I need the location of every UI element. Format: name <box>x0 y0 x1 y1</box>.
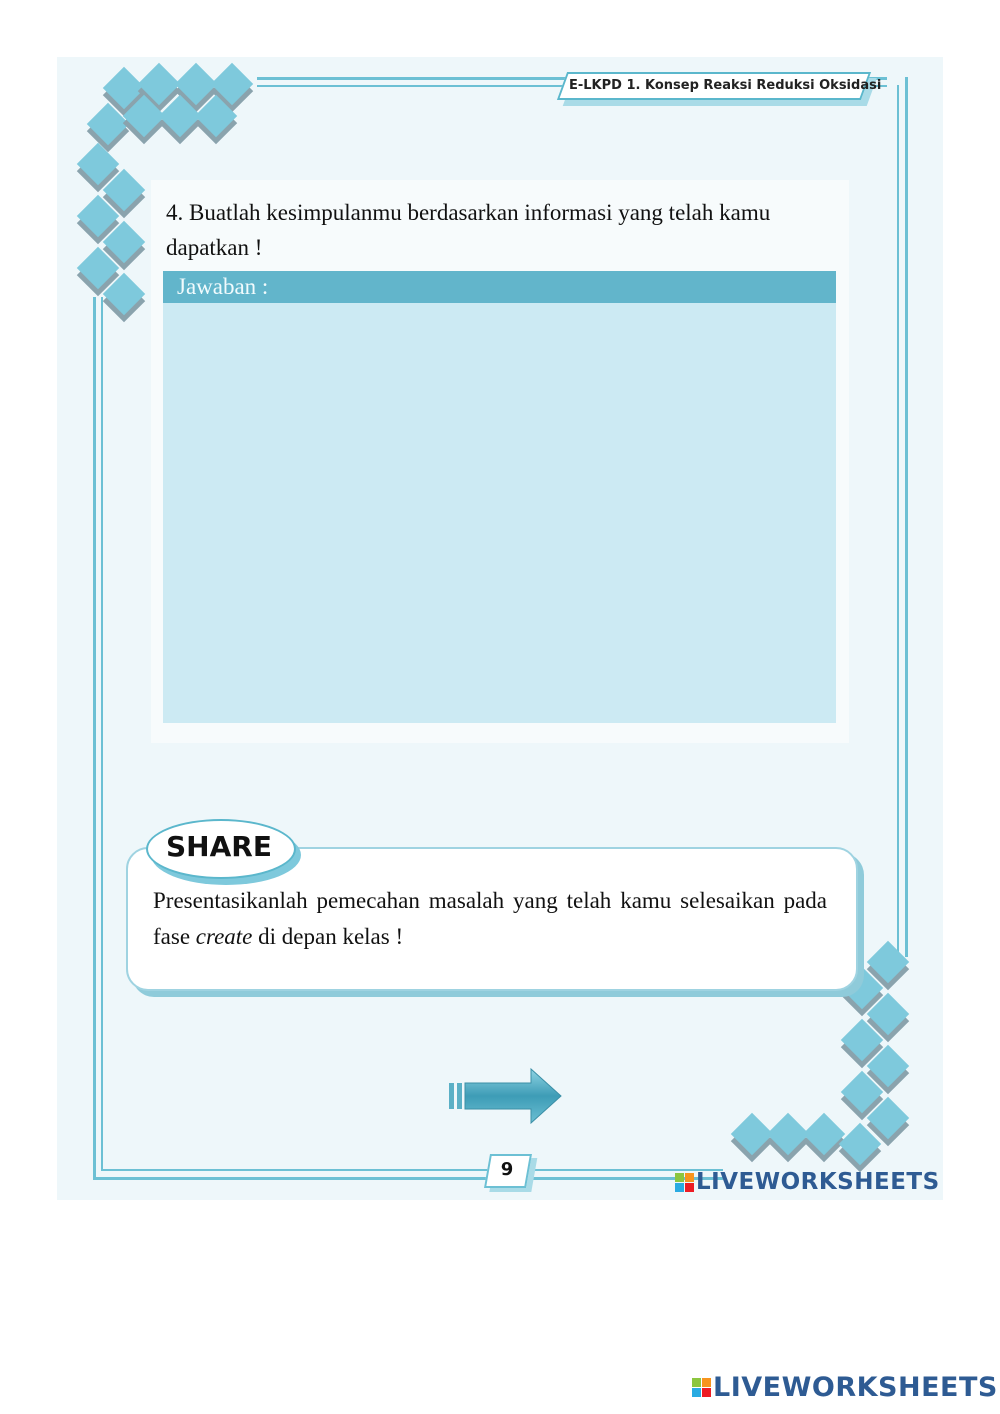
right-arrow-icon <box>447 1065 563 1125</box>
share-instruction <box>153 883 827 955</box>
logo-text: LIVEWORKSHEETS <box>713 1372 998 1403</box>
share-instruction-start: Presentasikanlah pemecahan masalah yang telah kamu selesaikan pada fase <box>153 888 827 949</box>
frame-bottom-line-inner <box>101 1169 723 1171</box>
diamond-ornament <box>867 1097 909 1139</box>
diamond-ornament <box>103 273 145 315</box>
frame-bottom-line-outer <box>93 1177 723 1180</box>
worksheet-page <box>57 57 943 1200</box>
frame-right-line-outer <box>905 77 908 957</box>
answer-label: Jawaban : <box>163 271 836 303</box>
liveworksheets-footer-logo[interactable] <box>692 1372 998 1403</box>
frame-left-line-outer <box>93 297 96 1177</box>
diamond-ornament <box>867 1045 909 1087</box>
liveworksheets-logo <box>675 1169 940 1195</box>
question-text: 4. Buatlah kesimpulanmu berdasarkan informasi yang telah kamu dapatkan ! <box>166 200 771 260</box>
worksheet-title: E-LKPD 1. Konsep Reaksi Reduksi Oksidasi <box>569 78 882 93</box>
logo-squares-icon <box>692 1378 711 1397</box>
diamond-ornament <box>867 993 909 1035</box>
diamond-ornament <box>839 1123 881 1165</box>
logo-text: LIVEWORKSHEETS <box>696 1169 940 1195</box>
logo-squares-icon <box>675 1173 694 1192</box>
diamond-ornament <box>867 941 909 983</box>
share-instruction-emphasis: create <box>195 924 253 949</box>
share-title: SHARE <box>166 830 272 863</box>
share-instruction-end: di depan kelas ! <box>252 924 404 949</box>
diamond-ornament <box>87 103 129 145</box>
question-card <box>151 180 849 743</box>
diamond-ornament <box>103 169 145 211</box>
page-number: 9 <box>500 1159 514 1180</box>
frame-right-line-inner <box>897 85 899 957</box>
diamond-ornament <box>803 1113 845 1155</box>
answer-input[interactable] <box>163 303 836 723</box>
diamond-ornament <box>103 221 145 263</box>
frame-left-line-inner <box>101 297 103 1169</box>
next-page-button[interactable] <box>447 1065 563 1130</box>
